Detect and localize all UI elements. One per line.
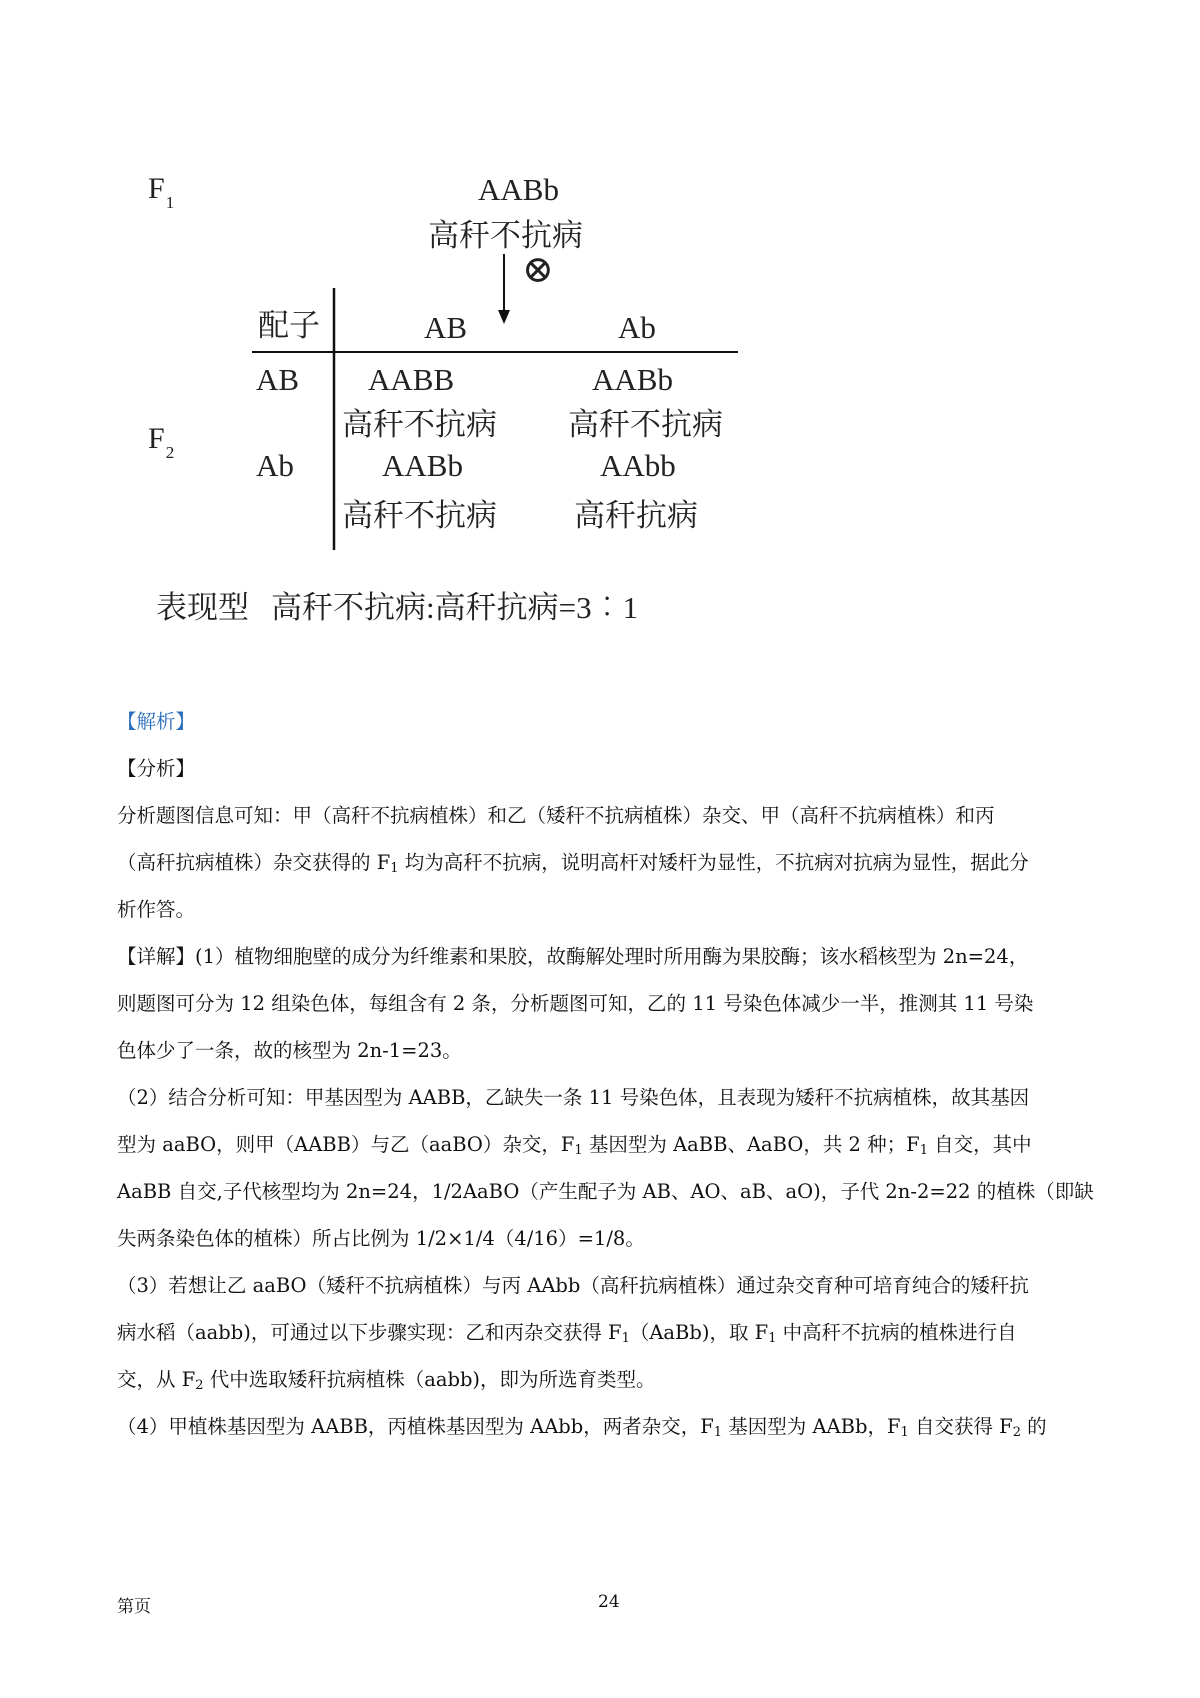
paragraph-line: （3）若想让乙 aaBO（矮秆不抗病植株）与丙 AAbb（高秆抗病植株）通过杂交育种可培育纯合的矮秆抗 bbox=[117, 1274, 1029, 1297]
paragraph-line: 色体少了一条，故的核型为 2n-1=23。 bbox=[117, 1039, 462, 1062]
paragraph-line: 分析题图信息可知：甲（高秆不抗病植株）和乙（矮秆不抗病植株）杂交、甲（高秆不抗病植株）和丙 bbox=[117, 804, 995, 827]
self-cross-symbol-icon: ⊗ bbox=[522, 249, 554, 291]
f1-label: F1 bbox=[148, 172, 175, 212]
col-gamete-1: AB bbox=[424, 310, 468, 345]
cell-genotype: AAbb bbox=[600, 448, 676, 483]
paragraph-line: 交，从 $F_2$ 代中选取矮秆抗病植株（aabb)，即为所选育类型。 bbox=[117, 1368, 656, 1393]
gamete-header: 配子 bbox=[258, 308, 320, 343]
paragraph-line: （2）结合分析可知：甲基因型为 AABB，乙缺失一条 11 号染色体，且表现为矮秆不抗病植株，故其基因 bbox=[117, 1086, 1030, 1109]
paragraph-line: 型为 aaBO，则甲（AABB）与乙（aaBO）杂交，$F_1$ 基因型为 AaBB、AaBO，共 2 种；$F_1$ 自交，其中 bbox=[117, 1133, 1032, 1158]
ratio-text: 高秆不抗病:高秆抗病=3︰1 bbox=[271, 590, 639, 625]
parent-genotype: AABb bbox=[478, 172, 559, 207]
f2-label: F2 bbox=[148, 422, 175, 462]
cell-genotype: AABb bbox=[382, 448, 463, 483]
document-body bbox=[117, 698, 1094, 1450]
paragraph-line: 病水稻（aabb)，可通过以下步骤实现：乙和丙杂交获得 $F_1(AaBb)$，取 $F_1$ 中高秆不抗病的植株进行自 bbox=[117, 1321, 1017, 1346]
cell-phenotype: 高秆不抗病 bbox=[342, 407, 497, 442]
paragraph-line: 析作答。 bbox=[117, 898, 196, 921]
cell-phenotype: 高秆不抗病 bbox=[568, 407, 723, 442]
parent-phenotype: 高秆不抗病 bbox=[428, 218, 583, 253]
section-heading-fenxi: 【分析】 bbox=[117, 757, 196, 780]
cell-genotype: AABb bbox=[592, 362, 673, 397]
paragraph-line: 则题图可分为 12 组染色体，每组含有 2 条，分析题图可知，乙的 11 号染色体减少一半，推测其 11 号染 bbox=[117, 992, 1034, 1015]
row-gamete-2: Ab bbox=[256, 448, 294, 483]
cell-phenotype: 高秆抗病 bbox=[574, 498, 698, 533]
section-heading-jiexi: 【解析】 bbox=[117, 710, 196, 733]
col-gamete-2: Ab bbox=[618, 310, 656, 345]
paragraph-line: AaBB 自交,子代核型均为 2n=24，1/2AaBO（产生配子为 AB、AO、aB、aO)，子代 2n-2=22 的植株（即缺 bbox=[117, 1180, 1094, 1203]
paragraph-line: 【详解】(1）植物细胞壁的成分为纤维素和果胶，故酶解处理时所用酶为果胶酶；该水稻核型为 2n=24， bbox=[117, 945, 1029, 968]
paragraph-line: （4）甲植株基因型为 AABB，丙植株基因型为 AAbb，两者杂交，$F_1$ 基因型为 AABb，$F_1$ 自交获得 $F_2$ 的 bbox=[117, 1415, 1047, 1440]
page-number: 24 bbox=[598, 1592, 620, 1612]
cell-phenotype: 高秆不抗病 bbox=[342, 498, 497, 533]
row-gamete-1: AB bbox=[256, 362, 300, 397]
cell-genotype: AABB bbox=[368, 362, 455, 397]
paragraph-line: 失两条染色体的植株）所占比例为 1/2×1/4（4/16）=1/8。 bbox=[117, 1227, 645, 1250]
phenotype-ratio bbox=[156, 582, 638, 627]
footer-left: 第页 bbox=[117, 1597, 151, 1617]
ratio-label: 表现型 bbox=[156, 590, 249, 625]
paragraph-line: （高秆抗病植株）杂交获得的 $F_1$ 均为高秆不抗病，说明高杆对矮杆为显性，不抗病对抗病为显性，据此分 bbox=[117, 851, 1029, 876]
